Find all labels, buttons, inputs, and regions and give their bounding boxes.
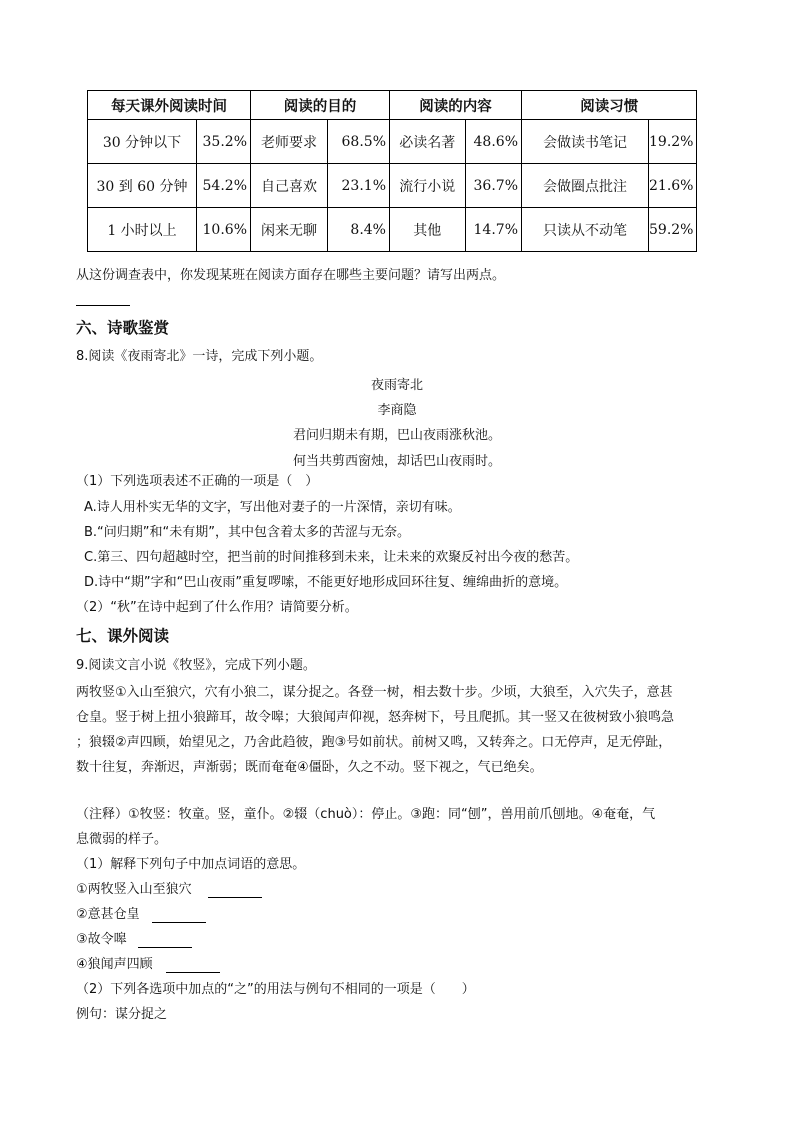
poem-line-2: 何当共剪西窗烛，却话巴山夜雨时。 (292, 454, 501, 469)
table-cell: 68.5% (328, 120, 390, 164)
header-content: 阅读的内容 (390, 91, 522, 120)
answer-blank[interactable] (166, 972, 220, 973)
option-c[interactable]: C.第三、四句超越时空，把当前的时间推移到未来，让未来的欢聚反衬出今夜的愁苦。 (84, 550, 579, 565)
table-cell: 54.2% (197, 164, 251, 208)
table-cell: 自己喜欢 (251, 164, 328, 208)
table-cell: 闲来无聊 (251, 208, 328, 252)
answer-blank[interactable] (138, 947, 192, 948)
table-row (88, 164, 697, 208)
notes-line: 息微弱的样子。 (76, 832, 168, 847)
reading-survey-table (87, 90, 697, 252)
q8-2-question: （2）“秋”在诗中起到了什么作用？请简要分析。 (76, 600, 358, 615)
table-cell: 1 小时以上 (88, 208, 197, 252)
table-cell: 19.2% (649, 120, 697, 164)
option-b[interactable]: B.“问归期”和“未有期”，其中包含着太多的苦涩与无奈。 (84, 525, 410, 540)
answer-blank[interactable] (152, 922, 206, 923)
table-cell: 21.6% (649, 164, 697, 208)
table-cell: 10.6% (197, 208, 251, 252)
table-cell: 35.2% (197, 120, 251, 164)
q9-1-item-4: ④狼闻声四顾 (76, 957, 153, 972)
option-a[interactable]: A.诗人用朴实无华的文字，写出他对妻子的一片深情，亲切有味。 (84, 500, 461, 515)
table-cell: 其他 (390, 208, 466, 252)
answer-blank[interactable] (208, 897, 262, 898)
q9-1-item-3: ③故令嗥 (76, 932, 127, 947)
q8-intro: 8.阅读《夜雨寄北》一诗，完成下列小题。 (76, 349, 323, 364)
table-cell: 48.6% (465, 120, 521, 164)
header-purpose: 阅读的目的 (251, 91, 390, 120)
example-sentence: 例句：谋分捉之 (76, 1007, 168, 1022)
q9-2-stem: （2）下列各选项中加点的“之”的用法与例句不相同的一项是（ ） (76, 982, 475, 997)
table-cell: 30 分钟以下 (88, 120, 197, 164)
q9-intro: 9.阅读文言小说《牧竖》，完成下列小题。 (76, 658, 316, 673)
section6-title: 六、诗歌鉴赏 (76, 319, 170, 337)
table-cell: 会做读书笔记 (522, 120, 649, 164)
q9-1-item-2: ②意甚仓皇 (76, 907, 140, 922)
table-cell: 59.2% (649, 208, 697, 252)
notes-line: （注释）①牧竖：牧童。竖，童仆。②辍（chuò）：停止。③跑：同“刨”，兽用前爪刨地。④奄奄，气 (76, 807, 656, 822)
answer-blank[interactable] (76, 305, 130, 306)
q7-question: 从这份调查表中，你发现某班在阅读方面存在哪些主要问题？请写出两点。 (76, 268, 506, 283)
table-row (88, 120, 697, 164)
poem-author: 李商隐 (377, 403, 417, 418)
q9-1-stem: （1）解释下列句子中加点词语的意思。 (76, 857, 306, 872)
passage-line: 两牧竖①入山至狼穴，穴有小狼二，谋分捉之。各登一树，相去数十步。少顷，大狼至，入穴失子，意甚 (76, 685, 673, 700)
passage-line: 仓皇。竖于树上扭小狼蹄耳，故令嗥；大狼闻声仰视，怒奔树下，号且爬抓。其一竖又在彼树致小狼鸣急 (76, 710, 675, 725)
table-row (88, 208, 697, 252)
table-cell: 30 到 60 分钟 (88, 164, 197, 208)
table-cell: 23.1% (328, 164, 390, 208)
q9-1-item-1: ①两牧竖入山至狼穴 (76, 882, 192, 897)
header-daily-time: 每天课外阅读时间 (88, 91, 251, 120)
table-cell: 必读名著 (390, 120, 466, 164)
table-header-row (88, 91, 697, 120)
poem-title: 夜雨寄北 (370, 378, 423, 393)
table-cell: 只读从不动笔 (522, 208, 649, 252)
table-cell: 8.4% (328, 208, 390, 252)
passage-line: ；狼辍②声四顾，始望见之，乃舍此趋彼，跑③号如前状。前树又鸣，又转奔之。口无停声，足无停趾， (76, 735, 672, 750)
header-habits: 阅读习惯 (522, 91, 697, 120)
table-cell: 36.7% (465, 164, 521, 208)
table-cell: 会做圈点批注 (522, 164, 649, 208)
section7-title: 七、课外阅读 (76, 627, 170, 645)
option-d[interactable]: D.诗中“期”字和“巴山夜雨”重复啰嗦，不能更好地形成回环往复、缠绵曲折的意境。 (84, 575, 568, 590)
table-cell: 老师要求 (251, 120, 328, 164)
q8-1-stem: （1）下列选项表述不正确的一项是（ ） (76, 474, 319, 489)
table-cell: 14.7% (465, 208, 521, 252)
passage-line: 数十往复，奔渐迟，声渐弱；既而奄奄④僵卧，久之不动。竖下视之，气已绝矣。 (76, 760, 543, 775)
table-cell: 流行小说 (390, 164, 466, 208)
poem-line-1: 君问归期未有期，巴山夜雨涨秋池。 (292, 428, 501, 443)
